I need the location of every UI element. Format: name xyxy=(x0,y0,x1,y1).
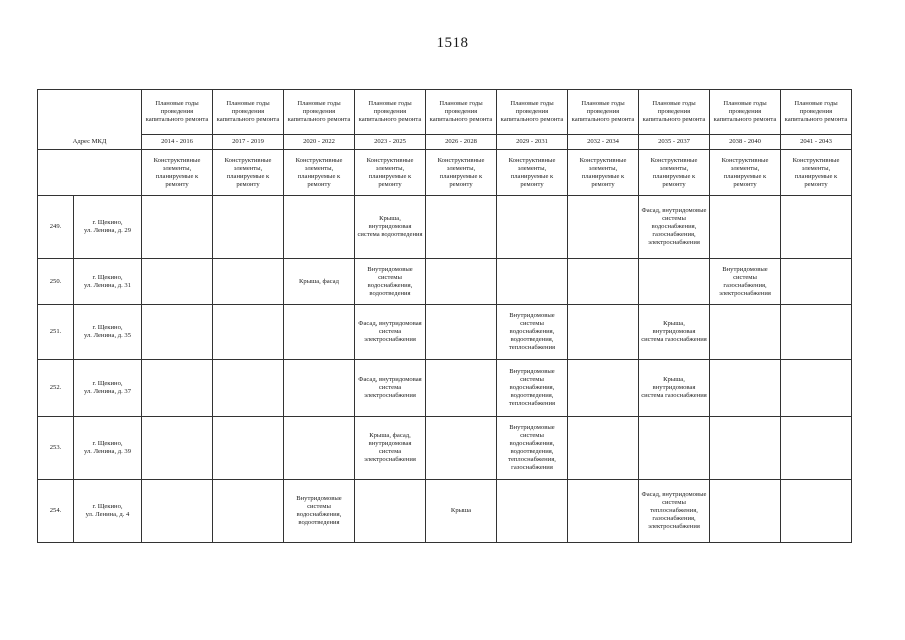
header-planned-years-cell: Плановые годы проведения капитального ремонта xyxy=(426,90,497,135)
repair-elements-cell xyxy=(213,196,284,259)
repair-elements-cell xyxy=(284,417,355,480)
repair-elements-cell xyxy=(781,480,852,543)
header-elements-cell: Конструктивные элементы, планируемые к ремонту xyxy=(213,150,284,196)
table-row xyxy=(38,480,852,543)
repair-elements-cell xyxy=(426,305,497,360)
repair-elements-cell xyxy=(568,259,639,305)
address-city: г. Щекино, xyxy=(92,440,123,447)
capital-repair-plan-table xyxy=(37,89,852,543)
row-number: 250. xyxy=(38,259,74,305)
row-number: 252. xyxy=(38,360,74,417)
row-address xyxy=(74,305,142,360)
table-row xyxy=(38,360,852,417)
repair-elements-cell xyxy=(284,305,355,360)
repair-elements-cell xyxy=(213,305,284,360)
repair-elements-cell xyxy=(142,259,213,305)
header-row-planned-years xyxy=(38,90,852,135)
repair-elements-cell: Крыша xyxy=(426,480,497,543)
row-number: 254. xyxy=(38,480,74,543)
header-elements-cell: Конструктивные элементы, планируемые к ремонту xyxy=(710,150,781,196)
repair-elements-cell xyxy=(568,417,639,480)
repair-elements-cell xyxy=(781,259,852,305)
repair-elements-cell xyxy=(426,360,497,417)
repair-elements-cell: Крыша, фасад xyxy=(284,259,355,305)
header-row-elements xyxy=(38,150,852,196)
row-address xyxy=(74,417,142,480)
repair-elements-cell xyxy=(426,196,497,259)
repair-elements-cell: Внутридомовые системы водоснабжения, водоотведения, теплоснабжения xyxy=(497,305,568,360)
header-elements-cell: Конструктивные элементы, планируемые к ремонту xyxy=(639,150,710,196)
repair-elements-cell xyxy=(355,480,426,543)
row-address xyxy=(74,259,142,305)
repair-elements-cell: Крыша, внутридомовая система водоотведения xyxy=(355,196,426,259)
repair-elements-cell xyxy=(781,196,852,259)
repair-elements-cell xyxy=(213,259,284,305)
header-period-cell: 2017 - 2019 xyxy=(213,135,284,150)
header-planned-years-cell: Плановые годы проведения капитального ремонта xyxy=(781,90,852,135)
header-planned-years-cell: Плановые годы проведения капитального ремонта xyxy=(142,90,213,135)
header-period-cell: 2023 - 2025 xyxy=(355,135,426,150)
repair-elements-cell xyxy=(710,305,781,360)
repair-elements-cell xyxy=(426,259,497,305)
table-row xyxy=(38,305,852,360)
header-planned-years-cell: Плановые годы проведения капитального ремонта xyxy=(639,90,710,135)
repair-elements-cell xyxy=(639,259,710,305)
repair-elements-cell: Крыша, фасад, внутридомовая система электроснабжения xyxy=(355,417,426,480)
repair-elements-cell: Внутридомовые системы водоснабжения, водоотведения xyxy=(355,259,426,305)
address-street: ул. Ленина, д. 29 xyxy=(83,227,131,234)
repair-elements-cell xyxy=(213,480,284,543)
table-row xyxy=(38,259,852,305)
repair-elements-cell xyxy=(497,259,568,305)
header-planned-years-cell: Плановые годы проведения капитального ремонта xyxy=(355,90,426,135)
repair-elements-cell: Крыша, внутридомовая система газоснабжения xyxy=(639,360,710,417)
header-elements-cell: Конструктивные элементы, планируемые к ремонту xyxy=(497,150,568,196)
repair-elements-cell xyxy=(497,480,568,543)
address-header: Адрес МКД xyxy=(38,90,142,150)
row-address xyxy=(74,360,142,417)
repair-elements-cell xyxy=(142,196,213,259)
header-elements-cell: Конструктивные элементы, планируемые к ремонту xyxy=(426,150,497,196)
repair-elements-cell: Фасад, внутридомовая система электроснабжения xyxy=(355,305,426,360)
repair-elements-cell xyxy=(710,417,781,480)
page-number: 1518 xyxy=(436,35,469,51)
repair-elements-cell xyxy=(213,417,284,480)
header-elements-cell: Конструктивные элементы, планируемые к ремонту xyxy=(568,150,639,196)
header-period-cell: 2038 - 2040 xyxy=(710,135,781,150)
header-period-cell: 2014 - 2016 xyxy=(142,135,213,150)
header-planned-years-cell: Плановые годы проведения капитального ремонта xyxy=(497,90,568,135)
repair-elements-cell xyxy=(142,480,213,543)
repair-elements-cell xyxy=(284,196,355,259)
address-city: г. Щекино, xyxy=(92,273,123,281)
address-street: ул. Ленина, д. 4 xyxy=(85,511,130,518)
address-street: ул. Ленина, д. 35 xyxy=(83,332,131,339)
header-elements-cell: Конструктивные элементы, планируемые к ремонту xyxy=(355,150,426,196)
repair-elements-cell xyxy=(781,417,852,480)
repair-elements-cell xyxy=(781,305,852,360)
table-row xyxy=(38,196,852,259)
repair-elements-cell xyxy=(568,480,639,543)
header-period-cell: 2020 - 2022 xyxy=(284,135,355,150)
header-planned-years-cell: Плановые годы проведения капитального ремонта xyxy=(710,90,781,135)
header-elements-cell: Конструктивные элементы, планируемые к ремонту xyxy=(781,150,852,196)
repair-elements-cell: Внутридомовые системы водоснабжения, водоотведения xyxy=(284,480,355,543)
repair-elements-cell: Внутридомовые системы газоснабжения, электроснабжения xyxy=(710,259,781,305)
header-period-cell: 2041 - 2043 xyxy=(781,135,852,150)
header-elements-cell: Конструктивные элементы, планируемые к ремонту xyxy=(142,150,213,196)
row-address xyxy=(74,196,142,259)
row-number: 249. xyxy=(38,196,74,259)
header-elements-cell: Конструктивные элементы, планируемые к ремонту xyxy=(284,150,355,196)
address-street: ул. Ленина, д. 39 xyxy=(83,448,131,455)
header-planned-years-cell: Плановые годы проведения капитального ремонта xyxy=(213,90,284,135)
row-number: 253. xyxy=(38,417,74,480)
repair-elements-cell xyxy=(781,360,852,417)
repair-elements-cell xyxy=(710,196,781,259)
repair-elements-cell xyxy=(142,417,213,480)
header-row-periods xyxy=(38,135,852,150)
row-address xyxy=(74,480,142,543)
address-city: г. Щекино, xyxy=(92,324,123,331)
address-city: г. Щекино, xyxy=(92,219,123,226)
repair-elements-cell xyxy=(142,305,213,360)
address-city: г. Щекино, xyxy=(92,380,123,387)
repair-elements-cell xyxy=(710,480,781,543)
repair-elements-cell: Внутридомовые системы водоснабжения, водоотведения, теплоснабжения, газоснабжения xyxy=(497,417,568,480)
row-number: 251. xyxy=(38,305,74,360)
header-period-cell: 2026 - 2028 xyxy=(426,135,497,150)
header-period-cell: 2029 - 2031 xyxy=(497,135,568,150)
header-period-cell: 2035 - 2037 xyxy=(639,135,710,150)
repair-elements-cell xyxy=(639,417,710,480)
repair-elements-cell: Фасад, внутридомовые системы теплоснабжения, газоснабжения, электроснабжения xyxy=(639,480,710,543)
repair-elements-cell xyxy=(568,360,639,417)
header-planned-years-cell: Плановые годы проведения капитального ремонта xyxy=(284,90,355,135)
repair-elements-cell xyxy=(142,360,213,417)
repair-elements-cell xyxy=(284,360,355,417)
address-city: г. Щекино, xyxy=(92,503,123,510)
repair-elements-cell xyxy=(710,360,781,417)
repair-elements-cell xyxy=(568,305,639,360)
repair-elements-cell xyxy=(568,196,639,259)
repair-elements-cell xyxy=(213,360,284,417)
repair-elements-cell: Фасад, внутридомовая система электроснабжения xyxy=(355,360,426,417)
repair-elements-cell: Внутридомовые системы водоснабжения, водоотведения, теплоснабжения xyxy=(497,360,568,417)
repair-elements-cell: Крыша, внутридомовая система газоснабжения xyxy=(639,305,710,360)
header-empty-cell xyxy=(38,150,142,196)
repair-elements-cell xyxy=(497,196,568,259)
table-row xyxy=(38,417,852,480)
repair-elements-cell: Фасад, внутридомовые системы водоснабжения, газоснабжения, электроснабжения xyxy=(639,196,710,259)
address-street: ул. Ленина, д. 31 xyxy=(83,281,131,289)
repair-elements-cell xyxy=(426,417,497,480)
header-period-cell: 2032 - 2034 xyxy=(568,135,639,150)
header-planned-years-cell: Плановые годы проведения капитального ремонта xyxy=(568,90,639,135)
address-street: ул. Ленина, д. 37 xyxy=(83,388,131,395)
